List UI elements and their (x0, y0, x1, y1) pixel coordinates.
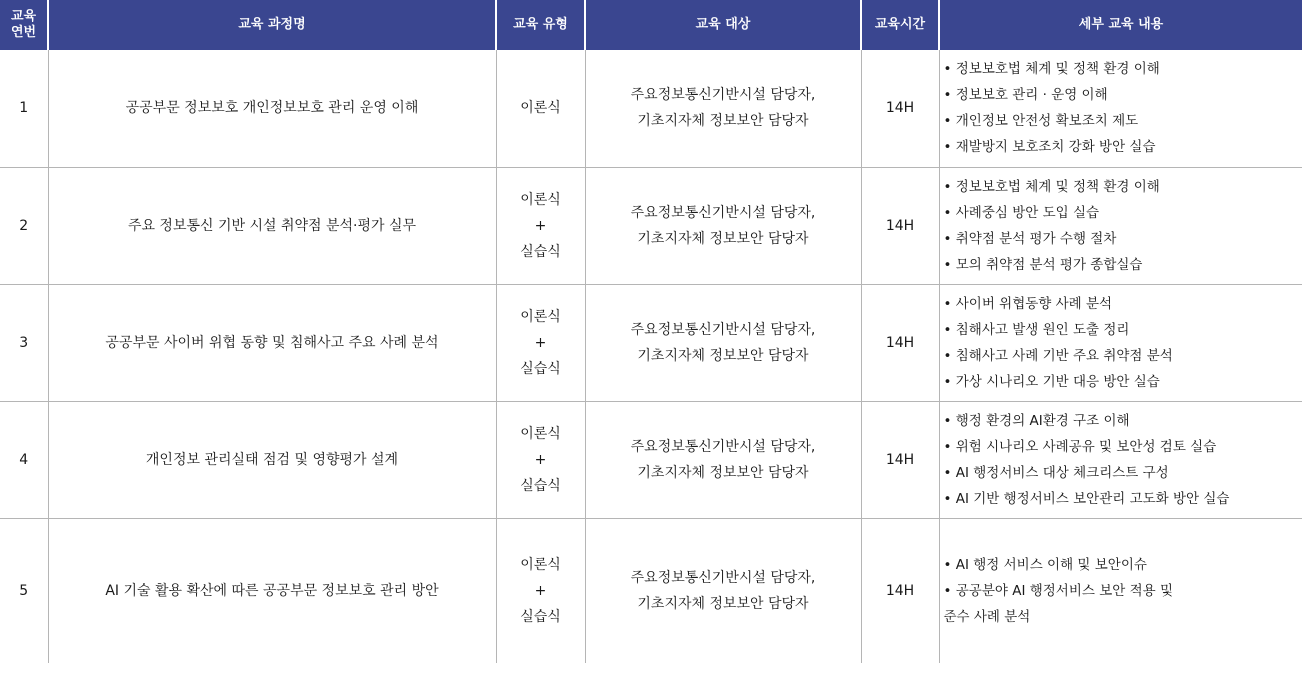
table-row (0, 50, 1302, 167)
course-target-line: 주요정보통신기반시설 담당자, (630, 204, 816, 221)
header-target: 교육 대상 (585, 0, 861, 50)
course-target-line: 기초지자체 정보보안 담당자 (637, 230, 809, 247)
course-name: 개인정보 관리실태 점검 및 영향평가 설계 (48, 401, 496, 518)
course-target-line: 기초지자체 정보보안 담당자 (637, 347, 809, 364)
course-target-line: 기초지자체 정보보안 담당자 (637, 595, 809, 612)
course-name: 공공부문 정보보호 개인정보보호 관리 운영 이해 (48, 50, 496, 167)
course-type-line: 실습식 (520, 477, 561, 494)
course-hours: 14H (861, 284, 939, 401)
course-type-line: + (534, 334, 547, 351)
course-type-line: 이론식 (520, 191, 561, 208)
course-type-line: + (534, 582, 547, 599)
course-target (585, 284, 861, 401)
course-hours: 14H (861, 167, 939, 284)
course-type-line: 실습식 (520, 608, 561, 625)
course-target-line: 주요정보통신기반시설 담당자, (630, 438, 816, 455)
row-number: 1 (0, 50, 48, 167)
course-target-line: 기초지자체 정보보안 담당자 (637, 113, 809, 130)
course-type-line: 이론식 (520, 308, 561, 325)
table-row (0, 167, 1302, 284)
header-num-label: 교육 연번 (10, 9, 37, 40)
course-target-line: 기초지자체 정보보안 담당자 (637, 464, 809, 481)
course-type-line: + (534, 217, 547, 234)
detail-bullet: • AI 행정서비스 대상 체크리스트 구성 (943, 464, 1169, 481)
detail-bullet: • 사례중심 방안 도입 실습 (943, 204, 1100, 221)
course-type (496, 50, 585, 167)
table-row (0, 518, 1302, 663)
course-hours: 14H (861, 401, 939, 518)
course-details (939, 518, 1302, 663)
course-type (496, 401, 585, 518)
course-type (496, 518, 585, 663)
course-type-line: 실습식 (520, 243, 561, 260)
detail-bullet: • 공공분야 AI 행정서비스 보안 적용 및 (943, 582, 1174, 599)
course-hours: 14H (861, 50, 939, 167)
course-type-line: 이론식 (520, 556, 561, 573)
detail-bullet: • 정보보호 관리 · 운영 이해 (943, 87, 1108, 104)
course-target (585, 167, 861, 284)
course-details (939, 284, 1302, 401)
detail-bullet: • 개인정보 안전성 확보조치 제도 (943, 113, 1139, 130)
header-num (0, 0, 48, 50)
detail-bullet: • 정보보호법 체계 및 정책 환경 이해 (943, 178, 1160, 195)
detail-bullet: • 사이버 위협동향 사례 분석 (943, 295, 1113, 312)
course-type-line: + (534, 451, 547, 468)
detail-bullet: 준수 사례 분석 (943, 608, 1031, 625)
table-header (0, 0, 1302, 50)
detail-bullet: • 위험 시나리오 사례공유 및 보안성 검토 실습 (943, 438, 1217, 455)
course-details (939, 50, 1302, 167)
course-details (939, 401, 1302, 518)
detail-bullet: • 침해사고 사례 기반 주요 취약점 분석 (943, 347, 1173, 364)
course-target-line: 주요정보통신기반시설 담당자, (630, 321, 816, 338)
course-type-line: 실습식 (520, 360, 561, 377)
course-target-line: 주요정보통신기반시설 담당자, (630, 569, 816, 586)
detail-bullet: • 침해사고 발생 원인 도출 정리 (943, 321, 1130, 338)
course-type-line: 이론식 (520, 100, 561, 117)
course-hours: 14H (861, 518, 939, 663)
course-type (496, 167, 585, 284)
detail-bullet: • AI 기반 행정서비스 보안관리 고도화 방안 실습 (943, 490, 1230, 507)
detail-bullet: • 정보보호법 체계 및 정책 환경 이해 (943, 61, 1160, 78)
course-type (496, 284, 585, 401)
course-name: 주요 정보통신 기반 시설 취약점 분석·평가 실무 (48, 167, 496, 284)
course-target-line: 주요정보통신기반시설 담당자, (630, 87, 816, 104)
header-type: 교육 유형 (496, 0, 585, 50)
row-number: 2 (0, 167, 48, 284)
detail-bullet: • AI 행정 서비스 이해 및 보안이슈 (943, 556, 1147, 573)
detail-bullet: • 가상 시나리오 기반 대응 방안 실습 (943, 373, 1160, 390)
table-body (0, 50, 1302, 663)
header-name: 교육 과정명 (48, 0, 496, 50)
detail-bullet: • 취약점 분석 평가 수행 절차 (943, 230, 1117, 247)
header-detail: 세부 교육 내용 (939, 0, 1302, 50)
course-type-line: 이론식 (520, 425, 561, 442)
detail-bullet: • 재발방지 보호조치 강화 방안 실습 (943, 139, 1156, 156)
row-number: 5 (0, 518, 48, 663)
detail-bullet: • 모의 취약점 분석 평가 종합실습 (943, 256, 1143, 273)
header-hours: 교육시간 (861, 0, 939, 50)
course-name: 공공부문 사이버 위협 동향 및 침해사고 주요 사례 분석 (48, 284, 496, 401)
course-name: AI 기술 활용 확산에 따른 공공부문 정보보호 관리 방안 (48, 518, 496, 663)
course-target (585, 401, 861, 518)
table-row (0, 401, 1302, 518)
detail-bullet: • 행정 환경의 AI환경 구조 이해 (943, 412, 1130, 429)
row-number: 3 (0, 284, 48, 401)
course-target (585, 518, 861, 663)
course-target (585, 50, 861, 167)
row-number: 4 (0, 401, 48, 518)
table-row (0, 284, 1302, 401)
course-details (939, 167, 1302, 284)
